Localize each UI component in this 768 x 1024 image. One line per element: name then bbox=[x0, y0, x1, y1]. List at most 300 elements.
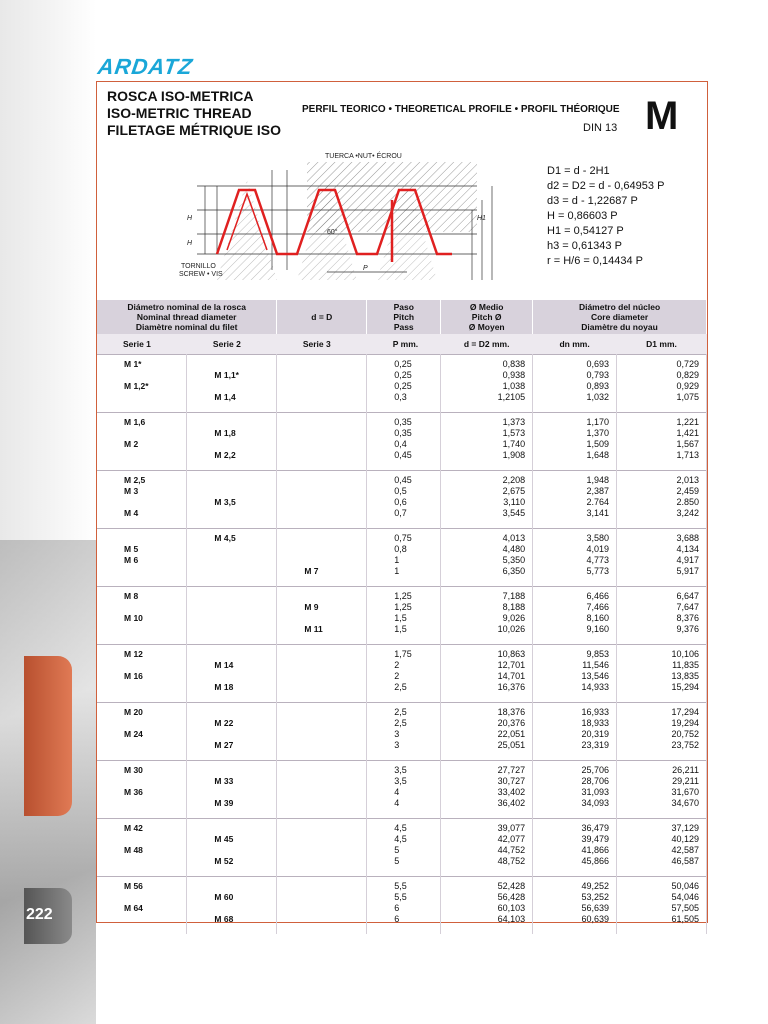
table-cell-value: 3 bbox=[394, 728, 400, 739]
nut-label: TUERCA •NUT• ÉCROU bbox=[325, 153, 402, 160]
table-cell bbox=[367, 644, 441, 702]
table-cell-value: 8,188 bbox=[502, 601, 526, 612]
table-cell bbox=[533, 528, 617, 586]
table-cell-value: 3,141 bbox=[586, 507, 610, 518]
table-cell bbox=[97, 528, 187, 586]
table-cell bbox=[187, 470, 277, 528]
table-cell-value: 0,793 bbox=[586, 369, 610, 380]
table-cell bbox=[533, 644, 617, 702]
table-cell-value: 18,933 bbox=[581, 717, 610, 728]
core-diameter-header: Diámetro del núcleo Core diameter Diamètre du noyau bbox=[533, 300, 707, 334]
table-cell-value: 56,428 bbox=[497, 891, 526, 902]
table-cell-value: M 33 bbox=[214, 775, 234, 786]
table-cell-value: M 1* bbox=[124, 358, 142, 369]
table-cell-value: 2,5 bbox=[394, 717, 407, 728]
col-core-dn: dn mm. bbox=[559, 338, 590, 349]
table-cell-value: 42,077 bbox=[497, 833, 526, 844]
table-cell bbox=[441, 818, 533, 876]
table-cell-value: M 45 bbox=[214, 833, 234, 844]
table-cell-value: 25,706 bbox=[581, 764, 610, 775]
table-cell-value bbox=[98, 798, 185, 809]
screw-label-2: SCREW • VIS bbox=[179, 271, 223, 278]
table-cell-value: 9,160 bbox=[586, 623, 610, 634]
table-cell-value: 1,948 bbox=[586, 474, 610, 485]
table-cell-value bbox=[278, 834, 365, 845]
table-cell-value: 3,110 bbox=[503, 496, 526, 507]
table-cell-value: 29,211 bbox=[672, 775, 699, 786]
table-cell bbox=[441, 760, 533, 818]
table-cell-value bbox=[98, 602, 185, 613]
table-cell-value: 0,938 bbox=[502, 369, 526, 380]
table-cell-value: 9,853 bbox=[586, 648, 610, 659]
table-cell bbox=[187, 586, 277, 644]
table-cell-value: 2,208 bbox=[502, 474, 526, 485]
table-cell bbox=[367, 470, 441, 528]
table-cell-value bbox=[278, 439, 365, 450]
table-cell-value bbox=[278, 555, 365, 566]
table-cell-value bbox=[278, 707, 365, 718]
table-cell bbox=[277, 470, 367, 528]
table-cell-value bbox=[278, 497, 365, 508]
table-cell-value: 1,648 bbox=[586, 449, 610, 460]
table-cell-value: 9,376 bbox=[676, 623, 699, 634]
table-cell-value: 15,294 bbox=[671, 681, 699, 692]
table-cell-value: 5,5 bbox=[394, 880, 407, 891]
table-cell-value: 2,5 bbox=[394, 706, 407, 717]
table-cell bbox=[441, 876, 533, 934]
table-cell-value: 4,917 bbox=[676, 554, 699, 565]
table-cell-value: 6 bbox=[394, 902, 400, 913]
page-number: 222 bbox=[26, 906, 53, 923]
table-cell-value: 23,319 bbox=[581, 739, 610, 750]
table-cell-value: 1 bbox=[394, 565, 400, 576]
table-cell-value: 34,670 bbox=[671, 797, 699, 808]
table-cell-value: 33,402 bbox=[497, 786, 526, 797]
formula-item: r = H/6 = 0,14434 P bbox=[547, 255, 644, 267]
table-cell bbox=[367, 702, 441, 760]
table-cell-value: 4,013 bbox=[502, 532, 526, 543]
table-cell-value: 3,545 bbox=[502, 507, 526, 518]
table-cell-value bbox=[188, 613, 275, 624]
table-cell-value: M 18 bbox=[214, 681, 234, 692]
table-cell-value: 8,376 bbox=[676, 612, 699, 623]
table-cell-value: 56,639 bbox=[581, 902, 610, 913]
table-cell-value: 20,319 bbox=[581, 728, 610, 739]
table-cell bbox=[617, 760, 707, 818]
table-cell-value: 1 bbox=[394, 554, 400, 565]
table-cell-value: 0,838 bbox=[502, 358, 526, 369]
table-cell-value: 7,188 bbox=[502, 590, 526, 601]
table-cell-value: 1,740 bbox=[502, 438, 526, 449]
table-cell bbox=[277, 528, 367, 586]
table-cell-value bbox=[278, 508, 365, 519]
table-cell-value bbox=[188, 823, 275, 834]
svg-text:H: H bbox=[187, 215, 193, 222]
table-cell bbox=[277, 586, 367, 644]
table-cell-value: 2,675 bbox=[502, 485, 526, 496]
table-cell-value: M 1,8 bbox=[214, 427, 236, 438]
table-cell bbox=[187, 760, 277, 818]
table-row-group bbox=[97, 644, 707, 702]
table-cell-value: 23,752 bbox=[671, 739, 699, 750]
col-serie-1: Serie 1 bbox=[123, 338, 151, 349]
table-cell-value: 0,45 bbox=[394, 449, 412, 460]
table-cell-value: 0,75 bbox=[394, 532, 412, 543]
table-cell-value: 1,75 bbox=[394, 648, 412, 659]
table-cell-value: 45,866 bbox=[581, 855, 610, 866]
table-column-header bbox=[97, 334, 707, 354]
table-cell-value: 0,893 bbox=[586, 380, 610, 391]
table-cell bbox=[187, 644, 277, 702]
table-cell-value: M 52 bbox=[214, 855, 234, 866]
table-cell-value bbox=[278, 914, 365, 925]
table-cell-value: 6,466 bbox=[586, 590, 610, 601]
formula-item: h3 = 0,61343 P bbox=[547, 240, 622, 252]
table-cell-value bbox=[188, 439, 275, 450]
table-cell-value: M 1,6 bbox=[124, 416, 146, 427]
table-cell-value: M 36 bbox=[124, 786, 143, 797]
table-cell bbox=[367, 818, 441, 876]
table-cell bbox=[533, 818, 617, 876]
table-cell-value: M 1,2* bbox=[124, 380, 149, 391]
table-cell-value: M 5 bbox=[124, 543, 139, 554]
table-cell bbox=[97, 470, 187, 528]
d-eq-header: d = D bbox=[277, 300, 367, 334]
table-cell-value: 17,294 bbox=[671, 706, 699, 717]
table-cell-value: M 60 bbox=[214, 891, 234, 902]
formula-item: d3 = d - 1,22687 P bbox=[547, 195, 638, 207]
table-cell-value: 0,25 bbox=[394, 380, 412, 391]
table-cell-value bbox=[278, 776, 365, 787]
table-cell bbox=[533, 876, 617, 934]
table-cell-value bbox=[98, 450, 185, 461]
table-cell-value: 0,829 bbox=[676, 369, 699, 380]
table-cell bbox=[617, 412, 707, 470]
table-cell bbox=[367, 876, 441, 934]
table-cell-value bbox=[278, 486, 365, 497]
table-body bbox=[97, 354, 707, 934]
table-cell-value bbox=[188, 707, 275, 718]
table-cell-value: 37,129 bbox=[671, 822, 699, 833]
table-cell-value: 0,8 bbox=[394, 543, 407, 554]
table-cell bbox=[617, 528, 707, 586]
table-cell-value: 1,713 bbox=[676, 449, 699, 460]
formula-list bbox=[547, 164, 664, 269]
table-cell-value: M 14 bbox=[214, 659, 234, 670]
table-cell-value: 30,727 bbox=[497, 775, 526, 786]
table-cell-value: 48,752 bbox=[497, 855, 526, 866]
table-cell-value bbox=[98, 392, 185, 403]
table-cell-value bbox=[188, 508, 275, 519]
section-tab bbox=[24, 656, 72, 816]
table-cell bbox=[367, 354, 441, 412]
table-cell-value: 53,252 bbox=[581, 891, 610, 902]
table-cell bbox=[441, 644, 533, 702]
table-cell-value: 6 bbox=[394, 913, 400, 924]
table-cell-value bbox=[188, 881, 275, 892]
table-cell-value: 1,075 bbox=[676, 391, 699, 402]
table-cell-value bbox=[188, 555, 275, 566]
table-cell-value: 4,5 bbox=[394, 822, 407, 833]
table-cell bbox=[441, 702, 533, 760]
table-cell-value: 0,35 bbox=[394, 416, 412, 427]
svg-text:H1: H1 bbox=[477, 215, 486, 222]
table-cell bbox=[187, 528, 277, 586]
table-cell bbox=[187, 876, 277, 934]
table-cell bbox=[97, 876, 187, 934]
table-row-group bbox=[97, 586, 707, 644]
table-cell-value: 1,573 bbox=[502, 427, 526, 438]
table-cell-value: 4,019 bbox=[586, 543, 610, 554]
table-cell-value bbox=[188, 729, 275, 740]
table-cell-value: 42,587 bbox=[671, 844, 699, 855]
table-cell-value bbox=[278, 845, 365, 856]
table-cell-value: 31,093 bbox=[581, 786, 610, 797]
table-row-group bbox=[97, 412, 707, 470]
table-cell-value: 0,7 bbox=[394, 507, 407, 518]
table-cell-value: 4 bbox=[394, 797, 400, 808]
din-label: DIN 13 bbox=[583, 122, 618, 134]
table-cell-value: 61,505 bbox=[671, 913, 699, 924]
table-cell-value: M 4 bbox=[124, 507, 139, 518]
table-cell bbox=[441, 412, 533, 470]
table-cell-value bbox=[188, 486, 275, 497]
table-cell-value: 0,4 bbox=[394, 438, 407, 449]
table-cell-value: 1,221 bbox=[676, 416, 699, 427]
table-row-group bbox=[97, 818, 707, 876]
table-cell-value bbox=[98, 624, 185, 635]
nominal-header: Diámetro nominal de la rosca Nominal thread diameter Diamètre nominal du filet bbox=[97, 300, 277, 334]
table-cell bbox=[97, 586, 187, 644]
table-cell-value bbox=[278, 370, 365, 381]
table-cell-value bbox=[278, 729, 365, 740]
table-cell-value bbox=[188, 591, 275, 602]
table-cell-value: 2,387 bbox=[586, 485, 610, 496]
table-cell bbox=[277, 644, 367, 702]
table-cell bbox=[617, 586, 707, 644]
table-cell-value bbox=[98, 892, 185, 903]
col-serie-2: Serie 2 bbox=[212, 338, 241, 349]
table-cell-value: 7,466 bbox=[586, 601, 610, 612]
table-cell-value bbox=[98, 533, 185, 544]
table-cell-value: 2.850 bbox=[676, 496, 699, 507]
table-cell-value: 20,376 bbox=[497, 717, 526, 728]
title-en: ISO-METRIC THREAD bbox=[107, 105, 252, 121]
table-cell-value: 22,051 bbox=[497, 728, 526, 739]
table-cell-value: 3,580 bbox=[586, 532, 610, 543]
pitch-label: P bbox=[363, 265, 368, 272]
table-cell-value: 1,370 bbox=[586, 427, 610, 438]
table-row-group bbox=[97, 876, 707, 934]
table-cell-value: 44,752 bbox=[497, 844, 526, 855]
table-cell bbox=[441, 354, 533, 412]
table-cell bbox=[617, 354, 707, 412]
table-cell bbox=[97, 702, 187, 760]
table-cell-value: 1,032 bbox=[586, 391, 610, 402]
table-cell-value: M 3,5 bbox=[214, 496, 236, 507]
table-cell-value: M 39 bbox=[214, 797, 234, 808]
table-cell bbox=[533, 412, 617, 470]
table-cell-value: 0,3 bbox=[394, 391, 407, 402]
table-cell-value: 36,479 bbox=[581, 822, 610, 833]
table-cell-value: 3,5 bbox=[394, 764, 407, 775]
table-cell-value: M 2,2 bbox=[214, 449, 236, 460]
table-cell-value: 34,093 bbox=[581, 797, 610, 808]
table-cell-value bbox=[278, 417, 365, 428]
table-cell-value bbox=[278, 649, 365, 660]
table-cell-value: 40,129 bbox=[671, 833, 699, 844]
table-cell-value: M 2,5 bbox=[124, 474, 146, 485]
table-cell-value: 0,45 bbox=[394, 474, 412, 485]
table-cell-value: M 2 bbox=[124, 438, 139, 449]
table-cell bbox=[97, 354, 187, 412]
table-cell-value bbox=[98, 660, 185, 671]
table-cell-value: 13,835 bbox=[671, 670, 699, 681]
table-cell-value bbox=[278, 881, 365, 892]
table-cell bbox=[187, 354, 277, 412]
table-cell-value: 0,35 bbox=[394, 427, 412, 438]
table-row-group bbox=[97, 760, 707, 818]
table-cell-value: 1,908 bbox=[502, 449, 526, 460]
table-cell-value: M 68 bbox=[214, 913, 234, 924]
title-fr: FILETAGE MÉTRIQUE ISO bbox=[107, 122, 281, 138]
table-cell-value bbox=[278, 359, 365, 370]
table-cell-value bbox=[278, 682, 365, 693]
table-cell-value bbox=[278, 613, 365, 624]
col-serie-3: Serie 3 bbox=[302, 338, 331, 349]
table-cell bbox=[617, 818, 707, 876]
table-cell-value: M 42 bbox=[124, 822, 143, 833]
table-cell-value: 26,211 bbox=[672, 764, 699, 775]
table-cell-value bbox=[98, 566, 185, 577]
table-cell-value: 3 bbox=[394, 739, 400, 750]
table-cell bbox=[441, 528, 533, 586]
table-cell-value: 2,013 bbox=[676, 474, 699, 485]
table-cell-value: 11,835 bbox=[672, 659, 699, 670]
table-cell-value: M 30 bbox=[124, 764, 143, 775]
table-cell-value: 1,5 bbox=[394, 612, 407, 623]
table-cell-value bbox=[278, 660, 365, 671]
table-cell-value: 1,25 bbox=[394, 590, 412, 601]
profile-label: PERFIL TEORICO • THEORETICAL PROFILE • PROFIL THÉORIQUE bbox=[302, 104, 620, 115]
table-cell-value bbox=[98, 428, 185, 439]
table-cell-value: 3,5 bbox=[394, 775, 407, 786]
table-cell-value bbox=[188, 417, 275, 428]
table-cell-value bbox=[188, 903, 275, 914]
table-cell-value: 5,773 bbox=[586, 565, 610, 576]
table-cell-value bbox=[188, 475, 275, 486]
table-cell-value bbox=[278, 450, 365, 461]
table-cell-value: 4,773 bbox=[586, 554, 610, 565]
table-cell-value: 10,106 bbox=[671, 648, 699, 659]
col-core-d1: D1 mm. bbox=[646, 338, 677, 349]
table-cell-value: 25,051 bbox=[497, 739, 526, 750]
table-cell-value bbox=[188, 765, 275, 776]
table-cell-value: 4,5 bbox=[394, 833, 407, 844]
title-es: ROSCA ISO-METRICA bbox=[107, 88, 254, 104]
table-cell-value: M 22 bbox=[214, 717, 234, 728]
table-cell-value: 41,866 bbox=[581, 844, 610, 855]
table-cell bbox=[97, 818, 187, 876]
table-cell-value: 6,350 bbox=[502, 565, 526, 576]
table-cell-value: 14,701 bbox=[497, 670, 526, 681]
formula-item: D1 = d - 2H1 bbox=[547, 165, 610, 177]
table-cell-value: M 56 bbox=[124, 880, 143, 891]
table-cell-value bbox=[278, 533, 365, 544]
table-cell-value bbox=[98, 776, 185, 787]
table-cell-value: 39,479 bbox=[581, 833, 610, 844]
table-row-group bbox=[97, 528, 707, 586]
table-cell-value: M 9 bbox=[304, 601, 319, 612]
table-cell-value: 5 bbox=[394, 855, 400, 866]
table-cell bbox=[617, 644, 707, 702]
table-cell-value: 18,376 bbox=[497, 706, 526, 717]
table-cell-value: 1,038 bbox=[502, 380, 526, 391]
table-cell-value: M 4,5 bbox=[214, 532, 236, 543]
table-cell-value bbox=[98, 740, 185, 751]
table-cell-value: 0,25 bbox=[394, 369, 412, 380]
table-cell-value bbox=[278, 381, 365, 392]
table-cell bbox=[617, 702, 707, 760]
table-cell-value: 14,933 bbox=[581, 681, 610, 692]
table-cell-value: M 1,4 bbox=[214, 391, 236, 402]
table-cell-value bbox=[188, 566, 275, 577]
table-cell-value bbox=[98, 914, 185, 925]
table-row-group bbox=[97, 702, 707, 760]
table-cell bbox=[441, 586, 533, 644]
table-cell-value: 1,421 bbox=[676, 427, 699, 438]
table-cell-value: 1,509 bbox=[586, 438, 610, 449]
table-cell-value: 64,103 bbox=[497, 913, 526, 924]
table-cell-value: M 24 bbox=[124, 728, 143, 739]
table-cell-value bbox=[278, 903, 365, 914]
table-cell-value bbox=[98, 370, 185, 381]
brand-logo: ARDATZ bbox=[96, 54, 195, 79]
table-cell-value bbox=[98, 682, 185, 693]
pitch-header: Paso Pitch Pass bbox=[367, 300, 441, 334]
table-cell-value: M 10 bbox=[124, 612, 143, 623]
table-cell bbox=[533, 354, 617, 412]
table-cell bbox=[617, 876, 707, 934]
table-cell-value: 4 bbox=[394, 786, 400, 797]
table-cell bbox=[97, 760, 187, 818]
table-cell-value: M 6 bbox=[124, 554, 139, 565]
table-cell-value: 7,647 bbox=[676, 601, 699, 612]
table-cell-value: 2,5 bbox=[394, 681, 407, 692]
table-cell-value bbox=[278, 718, 365, 729]
table-cell-value bbox=[278, 823, 365, 834]
table-cell-value: M 8 bbox=[124, 590, 139, 601]
table-cell-value bbox=[278, 892, 365, 903]
table-cell-value bbox=[98, 834, 185, 845]
table-cell-value: 3,688 bbox=[676, 532, 699, 543]
table-cell-value bbox=[188, 602, 275, 613]
table-cell-value: 60,103 bbox=[497, 902, 526, 913]
table-cell-value: 16,933 bbox=[581, 706, 610, 717]
table-cell-value bbox=[278, 765, 365, 776]
table-cell-value: 2,459 bbox=[676, 485, 699, 496]
content-frame bbox=[96, 81, 708, 923]
col-pitch: P mm. bbox=[392, 338, 419, 349]
table-cell bbox=[187, 818, 277, 876]
table-cell-value: 3,242 bbox=[676, 507, 699, 518]
table-cell-value: M 20 bbox=[124, 706, 143, 717]
table-cell bbox=[367, 586, 441, 644]
table-cell-value: 12,701 bbox=[497, 659, 526, 670]
table-cell-value bbox=[98, 497, 185, 508]
table-cell-value bbox=[188, 381, 275, 392]
table-cell-value: 5 bbox=[394, 844, 400, 855]
